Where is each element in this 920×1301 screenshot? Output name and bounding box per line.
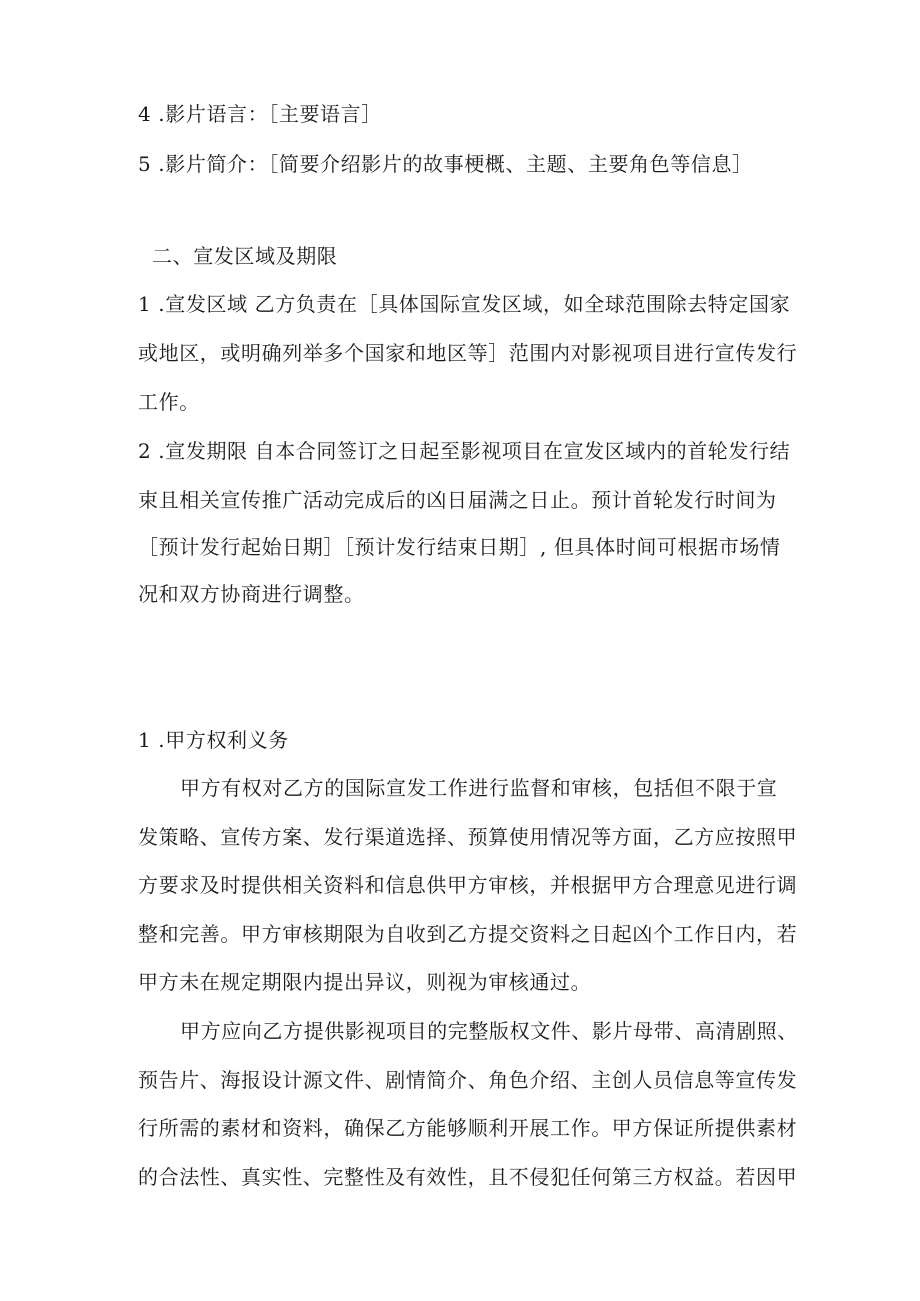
distribution-region-line-2: 或地区，或明确列举多个国家和地区等］范围内对影视项目进行宣传发行 [138, 341, 798, 365]
distribution-region-line-1: 1 .宣发区域 乙方负责在［具体国际宣发区域，如全球范围除去特定国家 [138, 292, 791, 316]
film-language-item: 4 .影片语言：［主要语言］ [138, 102, 382, 126]
distribution-period-line-2: 束且相关宣传推广活动完成后的凶日届满之日止。预计首轮发行时间为 [138, 488, 777, 512]
distribution-period-line-3: ［预计发行起始日期］［预计发行结束日期］, 但具体时间可根据市场情 [138, 535, 781, 559]
film-synopsis-item: 5 .影片简介：［简要介绍影片的故事梗概、主题、主要角色等信息］ [138, 152, 753, 176]
section-heading-distribution: 二、宣发区域及期限 [152, 244, 338, 268]
party-a-para1-line-3: 方要求及时提供相关资料和信息供甲方审核，并根据甲方合理意见进行调 [138, 873, 798, 897]
party-a-para1-line-1: 甲方有权对乙方的国际宣发工作进行监督和审核，包括但不限于宣 [180, 776, 778, 800]
party-a-para2-line-1: 甲方应向乙方提供影视项目的完整版权文件、影片母带、高清剧照、 [180, 1019, 798, 1043]
party-a-para2-line-2: 预告片、海报设计源文件、剧情简介、角色介绍、主创人员信息等宣传发 [138, 1068, 798, 1092]
party-a-para1-line-5: 甲方未在规定期限内提出异议，则视为审核通过。 [138, 970, 592, 994]
distribution-period-line-1: 2 .宣发期限 自本合同签订之日起至影视项目在宣发区域内的首轮发行结 [138, 439, 791, 463]
distribution-region-line-3: 工作。 [138, 390, 200, 414]
party-a-heading: 1 .甲方权利义务 [138, 728, 289, 752]
party-a-para1-line-4: 整和完善。甲方审核期限为自收到乙方提交资料之日起凶个工作日内，若 [138, 922, 798, 946]
party-a-para2-line-3: 行所需的素材和资料，确保乙方能够顺利开展工作。甲方保证所提供素材 [138, 1116, 798, 1140]
party-a-para2-line-4: 的合法性、真实性、完整性及有效性，且不侵犯任何第三方权益。若因甲 [138, 1165, 798, 1189]
party-a-para1-line-2: 发策略、宣传方案、发行渠道选择、预算使用情况等方面，乙方应按照甲 [138, 825, 798, 849]
distribution-period-line-4: 况和双方协商进行调整。 [138, 582, 365, 606]
